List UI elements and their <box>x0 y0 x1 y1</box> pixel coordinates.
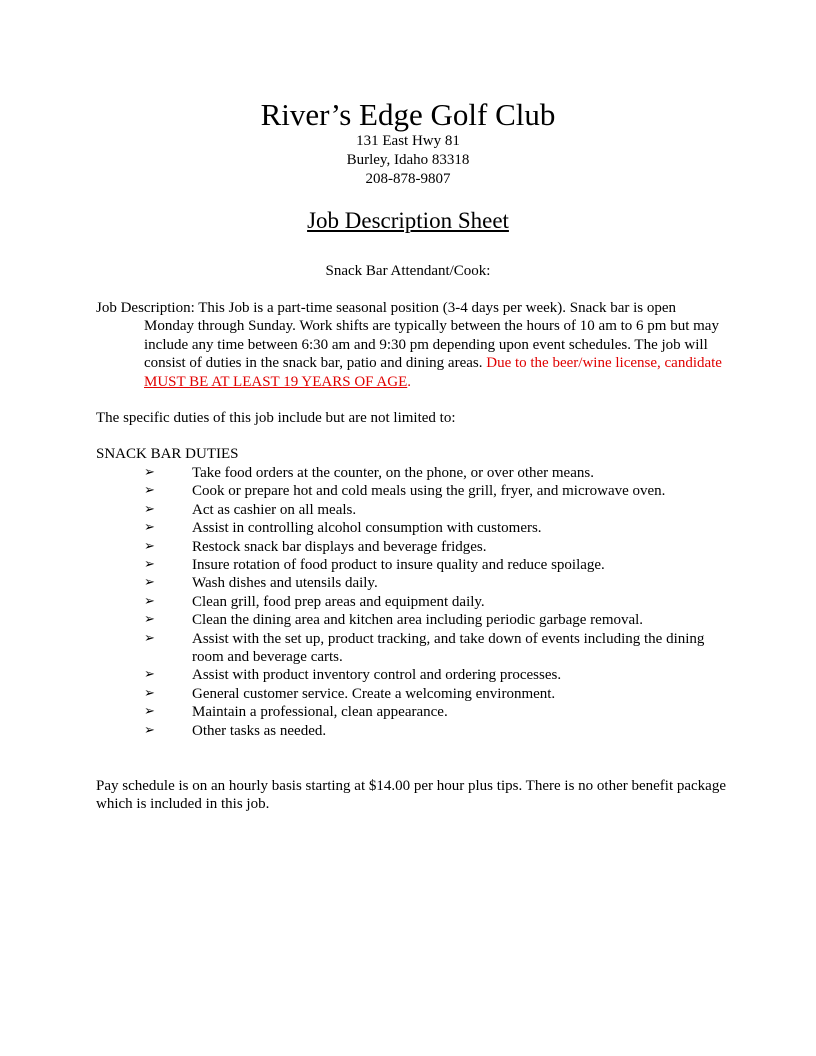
age-requirement-end: . <box>407 373 411 390</box>
duty-text: Assist with product inventory control and ordering processes. <box>192 667 562 684</box>
arrow-bullet-icon: ➢ <box>144 575 155 591</box>
duty-text: Assist in controlling alcohol consumption with customers. <box>192 520 542 537</box>
address-city: Burley, Idaho 83318 <box>346 152 470 168</box>
duty-text: Clean grill, food prep areas and equipment daily. <box>192 593 485 610</box>
list-item <box>144 666 734 684</box>
age-requirement: MUST BE AT LEAST 19 YEARS OF AGE <box>144 373 408 390</box>
duty-text: Other tasks as needed. <box>192 722 327 739</box>
list-item <box>144 703 734 721</box>
arrow-bullet-icon: ➢ <box>144 630 155 646</box>
arrow-bullet-icon: ➢ <box>144 612 155 628</box>
address-street: 131 East Hwy 81 <box>356 133 460 149</box>
arrow-bullet-icon: ➢ <box>144 538 155 554</box>
list-item <box>144 464 734 482</box>
list-item <box>144 519 734 537</box>
arrow-bullet-icon: ➢ <box>144 483 155 499</box>
duty-text: Wash dishes and utensils daily. <box>192 575 378 592</box>
arrow-bullet-icon: ➢ <box>144 722 155 738</box>
list-item <box>144 722 734 740</box>
duty-text: Clean the dining area and kitchen area including periodic garbage removal. <box>192 612 644 629</box>
duty-text: Restock snack bar displays and beverage fridges. <box>192 538 487 555</box>
list-item <box>144 611 734 629</box>
duty-text: Maintain a professional, clean appearance. <box>192 704 448 721</box>
duties-heading: SNACK BAR DUTIES <box>96 446 239 462</box>
arrow-bullet-icon: ➢ <box>144 465 155 480</box>
list-item <box>144 538 734 556</box>
arrow-bullet-icon: ➢ <box>144 520 155 536</box>
pay-schedule: Pay schedule is on an hourly basis starting at $14.00 per hour plus tips. There is no other benefit package which is included in this job. <box>96 778 726 813</box>
duties-intro: The specific duties of this job include but are not limited to: <box>96 410 456 426</box>
arrow-bullet-icon: ➢ <box>144 667 155 683</box>
list-item <box>144 630 734 667</box>
duty-text: Act as cashier on all meals. <box>192 501 357 518</box>
duty-text: Take food orders at the counter, on the phone, or over other means. <box>192 465 594 481</box>
list-item <box>144 593 734 611</box>
list-item <box>144 685 734 703</box>
arrow-bullet-icon: ➢ <box>144 557 155 573</box>
list-item <box>144 556 734 574</box>
job-description <box>96 299 726 391</box>
list-item <box>144 501 734 519</box>
list-item <box>144 574 734 592</box>
duties-list <box>144 464 734 740</box>
position-title: Snack Bar Attendant/Cook: <box>325 263 491 279</box>
duty-text: Cook or prepare hot and cold meals using the grill, fryer, and microwave oven. <box>192 483 666 500</box>
list-item <box>144 482 734 500</box>
arrow-bullet-icon: ➢ <box>144 704 155 720</box>
arrow-bullet-icon: ➢ <box>144 593 155 609</box>
duty-text: General customer service. Create a welcoming environment. <box>192 685 556 702</box>
phone-number: 208-878-9807 <box>365 171 451 187</box>
age-requirement-intro: Due to the beer/wine license, candidate <box>486 355 722 372</box>
duty-text: Insure rotation of food product to insure quality and reduce spoilage. <box>192 557 605 574</box>
job-description-text: Job Description: This Job is a part-time seasonal position (3-4 days per week). Snack bar is open Monday through Sunday. Work shifts are typically between the hours of 10 am to 6 pm but may include any time between 6:30 am and 9:30 pm depending upon event schedules. The job will consist of duties in the snack bar, patio and dining areas. <box>96 300 719 372</box>
sheet-title-wrapper <box>0 207 816 235</box>
sheet-title: Job Description Sheet <box>307 208 509 233</box>
arrow-bullet-icon: ➢ <box>144 501 155 517</box>
arrow-bullet-icon: ➢ <box>144 685 155 701</box>
club-name: River’s Edge Golf Club <box>260 97 556 132</box>
duty-text: Assist with the set up, product tracking, and take down of events including the dining room and beverage carts. <box>192 630 705 666</box>
